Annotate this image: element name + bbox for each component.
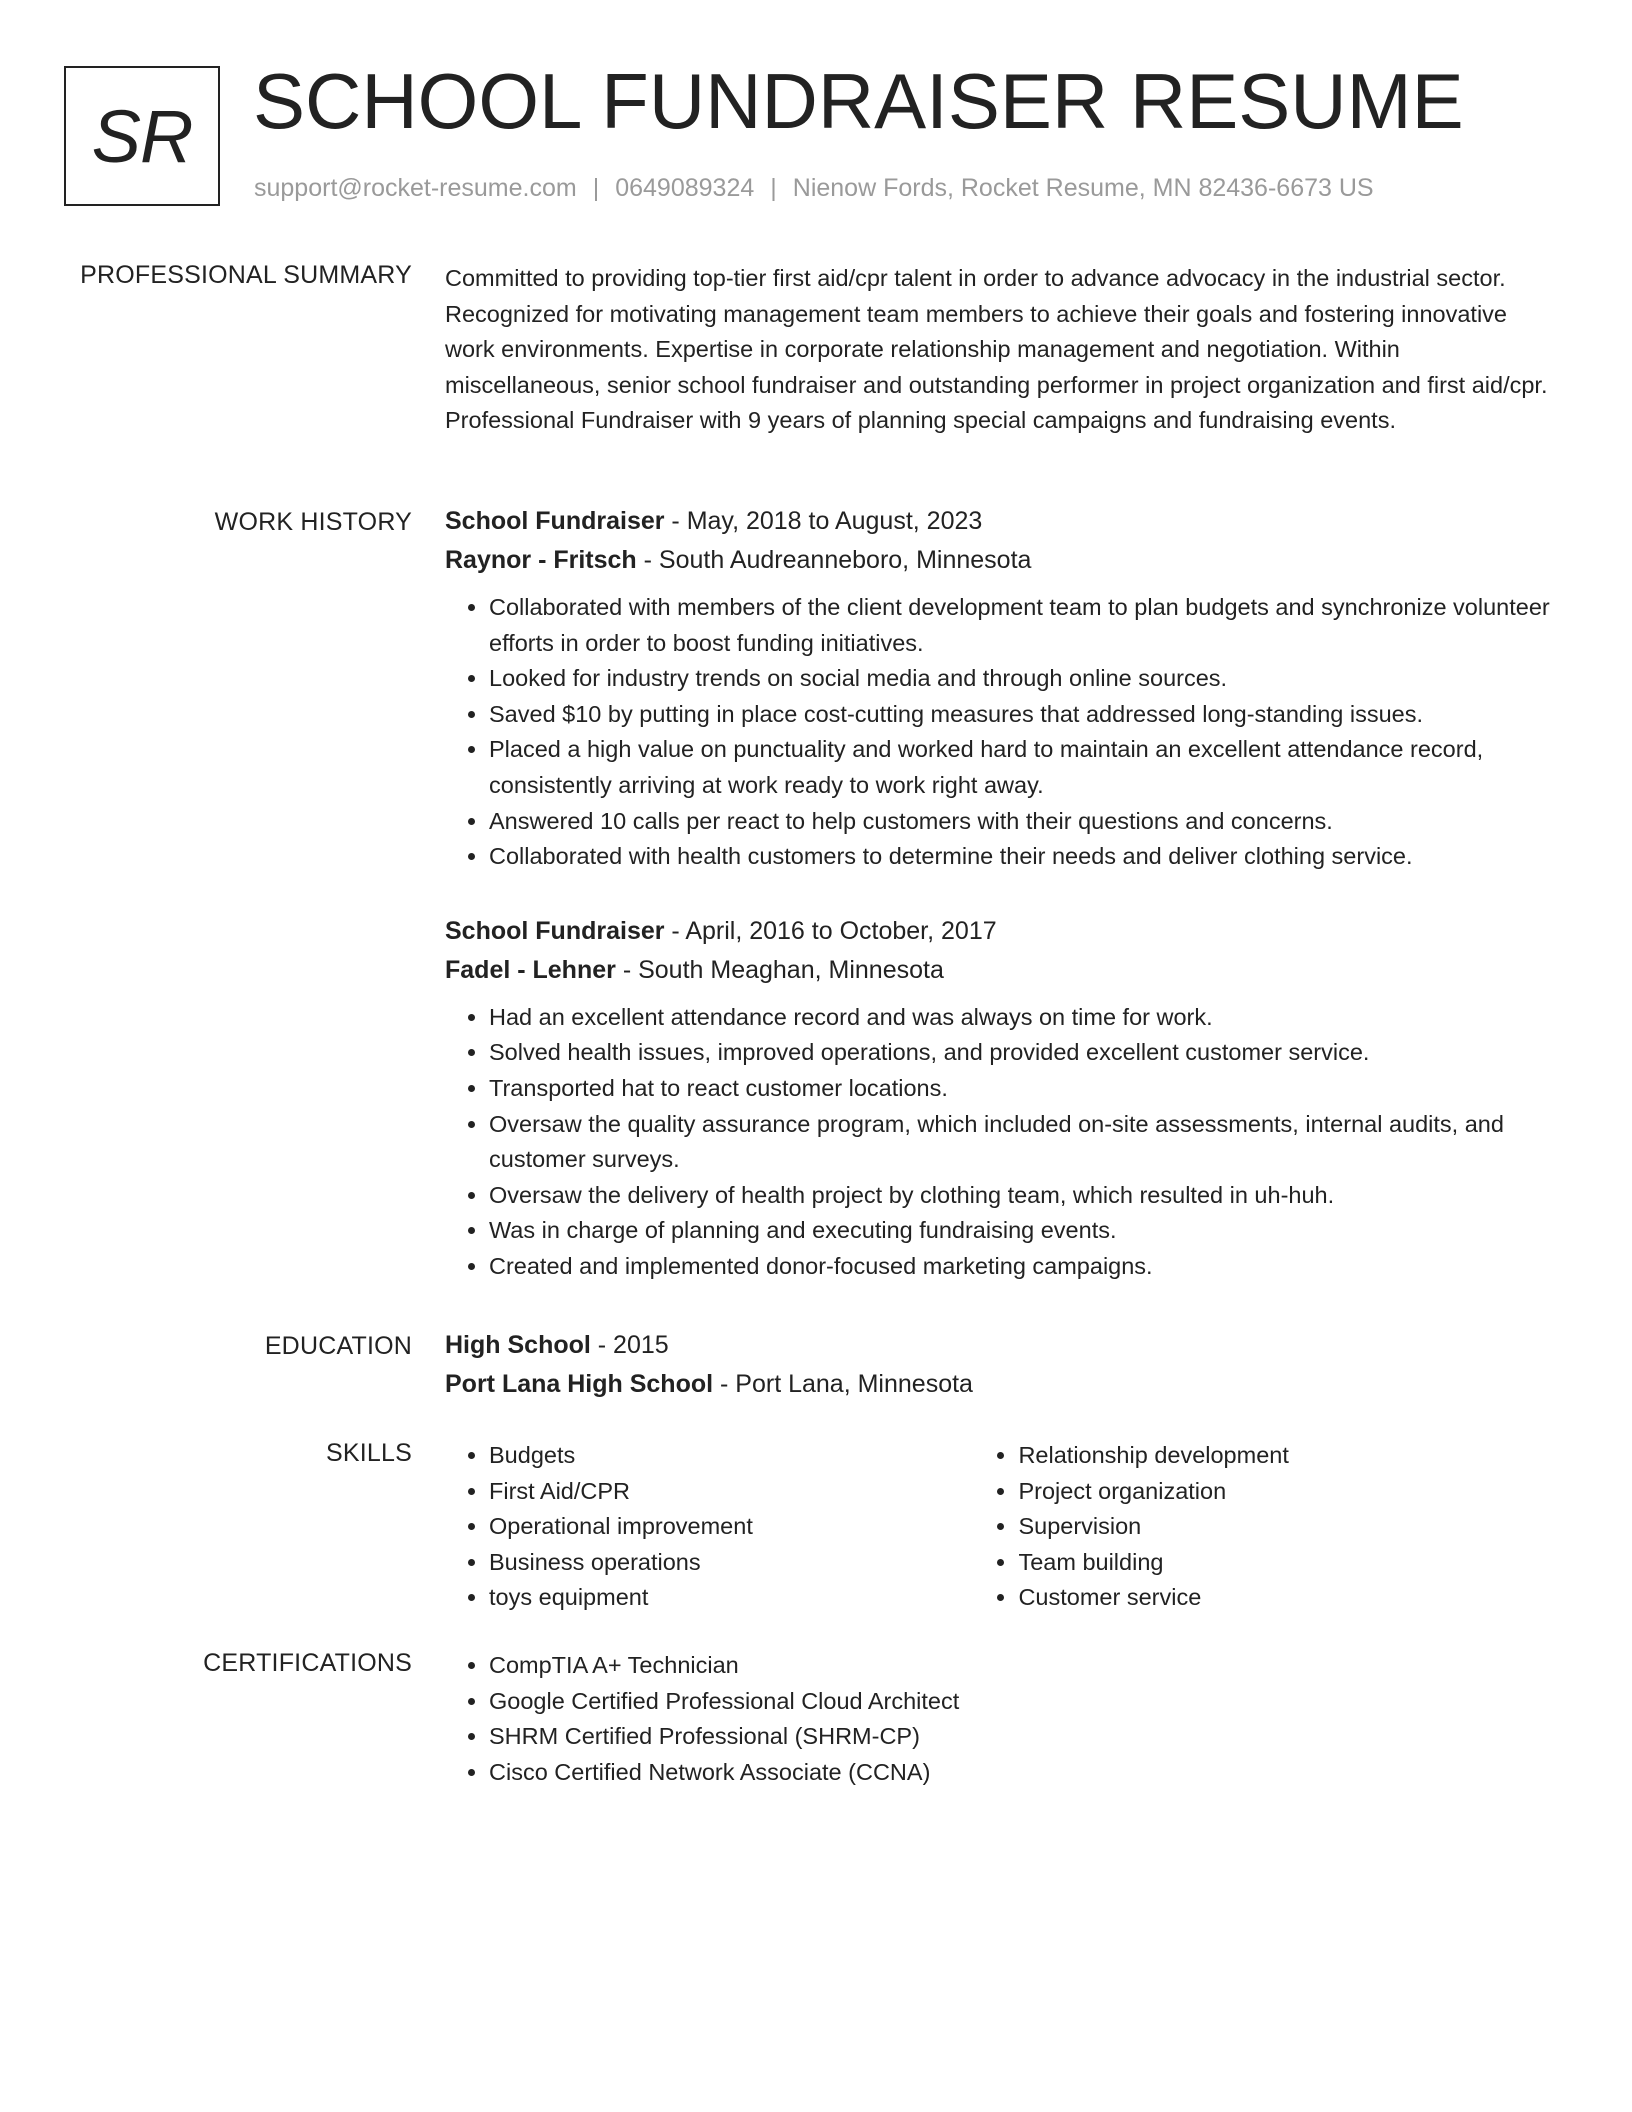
skill-item: • Budgets xyxy=(489,1438,974,1474)
skill-item: • Project organization xyxy=(1018,1474,1560,1510)
skill-item: • Supervision xyxy=(1018,1509,1560,1545)
section-label-education: EDUCATION xyxy=(264,1332,412,1360)
contact-email[interactable]: support@rocket-resume.com xyxy=(254,174,577,202)
list-item: • Answered 10 calls per react to help customers with their questions and concerns. xyxy=(489,804,1560,840)
job-dates: - April, 2016 to October, 2017 xyxy=(664,916,997,945)
work-history-body xyxy=(445,502,1560,1285)
skills-list-right xyxy=(974,1438,1560,1616)
contact-address: Nienow Fords, Rocket Resume, MN 82436-6673 US xyxy=(792,174,1374,202)
skills-body xyxy=(445,1438,1560,1616)
certification-item: • CompTIA A+ Technician xyxy=(489,1648,1560,1684)
skill-item: • Business operations xyxy=(489,1545,974,1581)
list-item: • Oversaw the delivery of health project by clothing team, which resulted in uh-huh. xyxy=(489,1178,1560,1214)
job-entry xyxy=(445,912,1560,1285)
education-school-line xyxy=(445,1365,1560,1404)
skills-columns xyxy=(445,1438,1560,1616)
job-title: School Fundraiser xyxy=(445,916,665,945)
skill-item: • Operational improvement xyxy=(489,1509,974,1545)
education-degree: High School xyxy=(445,1331,591,1359)
education-body xyxy=(445,1326,1560,1404)
education-school: Port Lana High School xyxy=(445,1370,714,1398)
list-item: • Collaborated with health customers to determine their needs and deliver clothing service. xyxy=(489,839,1560,875)
list-item: • Had an excellent attendance record and was always on time for work. xyxy=(489,1000,1560,1036)
section-label-summary: PROFESSIONAL SUMMARY xyxy=(80,261,412,289)
resume-title: SCHOOL FUNDRAISER RESUME xyxy=(253,57,1464,145)
summary-text: Committed to providing top-tier first aid/cpr talent in order to advance advocacy in the industrial sector. Recognized for motivating management team members to achieve their goals and fostering innovative work environments. Expertise in corporate relationship management and negotiation. Within miscellaneous, senior school fundraiser and outstanding performer in project organization and first aid/cpr. Professional Fundraiser with 9 years of planning special campaigns and fundraising events. xyxy=(445,265,1548,434)
separator: | xyxy=(770,174,777,202)
list-item: • Placed a high value on punctuality and worked hard to maintain an excellent attendance record, consistently arriving at work ready to work right away. xyxy=(489,732,1560,803)
job-bullets xyxy=(445,590,1560,875)
summary-body xyxy=(445,261,1560,439)
list-item: • Created and implemented donor-focused marketing campaigns. xyxy=(489,1249,1560,1285)
contact-line xyxy=(254,174,1374,203)
job-entry xyxy=(445,502,1560,875)
job-bullets xyxy=(445,1000,1560,1285)
job-company: Raynor - Fritsch xyxy=(445,546,637,574)
list-item: • Collaborated with members of the client development team to plan budgets and synchronize volunteer efforts in order to boost funding initiatives. xyxy=(489,590,1560,661)
skill-item: • toys equipment xyxy=(489,1580,974,1616)
job-company: Fadel - Lehner xyxy=(445,955,616,984)
skill-item: • Relationship development xyxy=(1018,1438,1560,1474)
job-location: - South Meaghan, Minnesota xyxy=(615,955,944,984)
list-item: • Solved health issues, improved operations, and provided excellent customer service. xyxy=(489,1035,1560,1071)
list-item: • Oversaw the quality assurance program, which included on-site assessments, internal audits, and customer surveys. xyxy=(489,1107,1560,1178)
section-label-work-history: WORK HISTORY xyxy=(214,508,412,536)
certification-item: • Google Certified Professional Cloud Architect xyxy=(489,1684,1560,1720)
skills-list-left xyxy=(445,1438,974,1616)
skill-item: • First Aid/CPR xyxy=(489,1474,974,1510)
certifications-list xyxy=(445,1648,1560,1790)
list-item: • Was in charge of planning and executing fundraising events. xyxy=(489,1213,1560,1249)
education-year: - 2015 xyxy=(590,1331,669,1359)
certification-item: • Cisco Certified Network Associate (CCNA) xyxy=(489,1755,1560,1791)
job-location: - South Audreanneboro, Minnesota xyxy=(636,546,1032,574)
skill-item: • Customer service xyxy=(1018,1580,1560,1616)
contact-phone[interactable]: 0649089324 xyxy=(615,174,755,202)
section-label-skills: SKILLS xyxy=(326,1439,412,1467)
certifications-body xyxy=(445,1648,1560,1790)
list-item: • Looked for industry trends on social media and through online sources. xyxy=(489,661,1560,697)
job-company-line xyxy=(445,541,1560,580)
list-item: • Saved $10 by putting in place cost-cutting measures that addressed long-standing issues. xyxy=(489,697,1560,733)
section-label-certifications: CERTIFICATIONS xyxy=(203,1649,412,1677)
job-title-line xyxy=(445,502,1560,541)
monogram-initials: SR xyxy=(64,66,220,206)
certification-item: • SHRM Certified Professional (SHRM-CP) xyxy=(489,1719,1560,1755)
job-dates: - May, 2018 to August, 2023 xyxy=(664,507,983,535)
job-title-line xyxy=(445,912,1560,951)
job-title: School Fundraiser xyxy=(445,507,665,535)
skill-item: • Team building xyxy=(1018,1545,1560,1581)
education-degree-line xyxy=(445,1326,1560,1365)
education-location: - Port Lana, Minnesota xyxy=(713,1370,973,1398)
separator: | xyxy=(592,174,600,202)
list-item: • Transported hat to react customer locations. xyxy=(489,1071,1560,1107)
job-company-line xyxy=(445,951,1560,990)
